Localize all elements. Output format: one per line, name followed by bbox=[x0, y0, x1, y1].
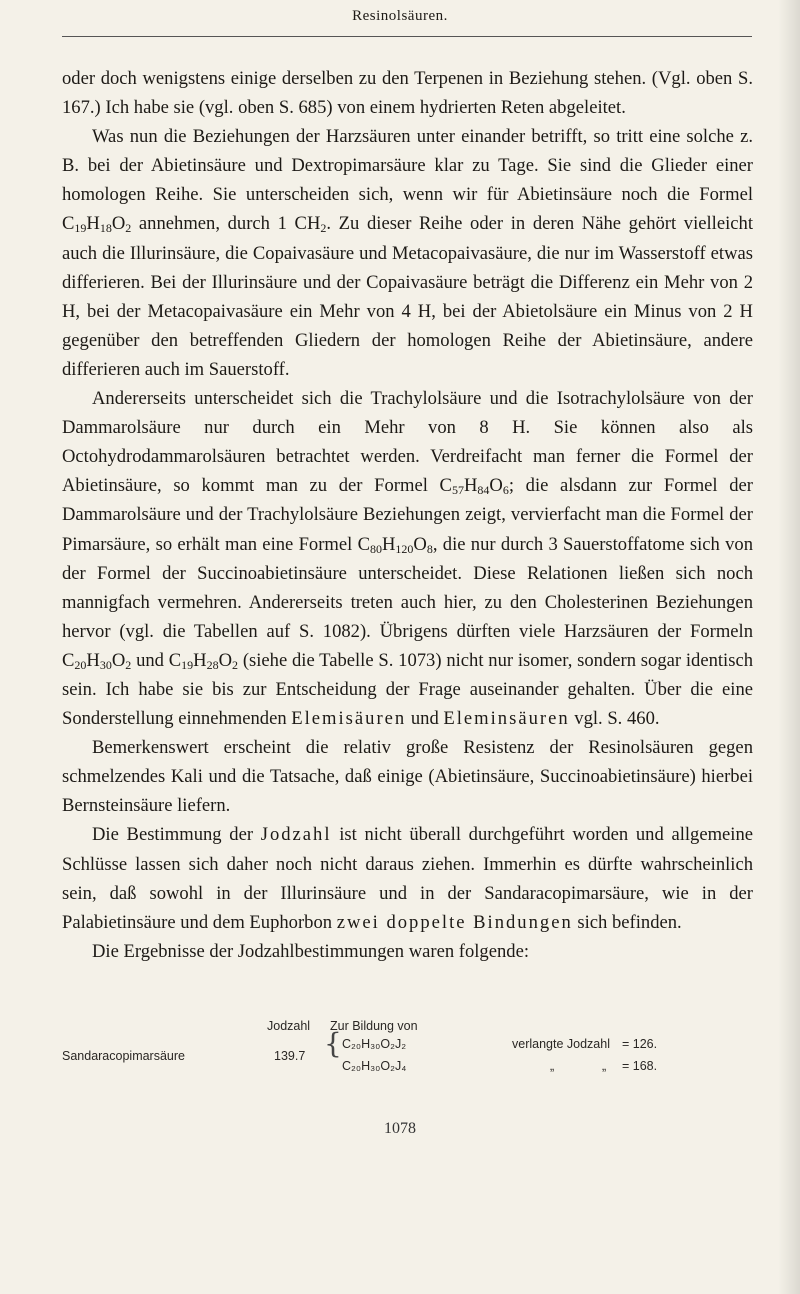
text-run: und bbox=[406, 708, 444, 730]
page-edge-shadow bbox=[778, 0, 800, 1294]
ditto-mark-1: „ bbox=[550, 1059, 555, 1073]
text-run: annehmen, durch 1 CH bbox=[131, 213, 321, 235]
iodine-value-table bbox=[62, 1015, 753, 1085]
text-run: ; die alsdann zur Formel der Dammarolsäure und der Trachylolsäure Beziehungen zeigt, vervierfacht man die Formel der Pimarsäure, so erhält man eine Formel C bbox=[62, 475, 754, 555]
text-run: Was nun die Beziehungen der Harzsäuren unter einander betrifft, so tritt eine solche z. B. bei der Abietinsäure und Dextropimarsäure klar zu Tage. Sie sind die Glieder einer homologen Reihe. Sie unterscheiden sich, wenn wir für Abietinsäure noch die Formel C bbox=[62, 126, 753, 235]
substance-name: Sandaracopimarsäure bbox=[62, 1049, 185, 1063]
text-run: Die Ergebnisse der Jodzahlbestimmungen waren folgende: bbox=[92, 940, 529, 962]
formula-subscript: 28 bbox=[206, 657, 219, 672]
page-number: 1078 bbox=[384, 1120, 416, 1137]
text-run: vgl. S. 460. bbox=[569, 708, 660, 730]
formula-subscript: 20 bbox=[74, 657, 87, 672]
formula-subscript: 6 bbox=[502, 483, 509, 498]
text-run: O bbox=[413, 533, 427, 555]
paragraph bbox=[62, 384, 753, 733]
text-run: O bbox=[111, 213, 126, 235]
jodzahl-value: 139.7 bbox=[274, 1049, 306, 1063]
ditto-mark-2: „ bbox=[602, 1059, 607, 1073]
text-run: H bbox=[86, 213, 100, 235]
text-run: oder doch wenigstens einige derselben zu den Terpenen in Beziehung stehen. (Vgl. oben S. 167.) Ich habe sie (vgl. oben S. 685) von einem hydrierten Reten abgeleitet. bbox=[62, 68, 753, 119]
text-run: Die Bestimmung der bbox=[92, 824, 261, 846]
text-run: Andererseits unterscheidet sich die Trachylolsäure und die Isotrachylolsäure von der Dammarolsäure nur durch ein Mehr von 8 H. Sie können also als Octohydrodammarolsäuren betrachtet werden. Verdreifacht man ferner die Formel der Abietinsäure, so kommt man zu der Formel C bbox=[62, 388, 753, 497]
text-run: H bbox=[463, 475, 478, 497]
paragraph bbox=[62, 937, 753, 966]
formula-tetraiodide: C₂₀H₃₀O₂J₄ bbox=[342, 1059, 407, 1073]
requirement-label: verlangte Jodzahl bbox=[512, 1037, 610, 1051]
table-header-jodzahl: Jodzahl bbox=[267, 1019, 311, 1033]
text-run: O bbox=[111, 649, 126, 671]
formula-diiodide: C₂₀H₃₀O₂J₂ bbox=[342, 1037, 407, 1051]
spaced-emphasis: Elemisäuren bbox=[291, 708, 407, 730]
text-run: H bbox=[86, 649, 100, 671]
formula-subscript: 2 bbox=[232, 657, 239, 672]
text-run: . Zu dieser Reihe oder in deren Nähe gehört vielleicht auch die Illurinsäure, die Copaivasäure und Metacopaivasäure, die nur im Wasserstoff etwas differieren. Bei der Illurinsäure und der Copaivasäure beträgt die Differenz ein Mehr von 2 H, bei der Metacopaivasäure ein Mehr von 4 H, bei der Abietolsäure ein Minus von 2 H gegenüber den betreffenden Gliedern der homologen Reihe der Abietinsäure, andere differieren auch im Sauerstoff. bbox=[62, 213, 753, 380]
formula-subscript: 2 bbox=[320, 221, 327, 236]
paragraph bbox=[62, 733, 753, 820]
text-run: und C bbox=[131, 649, 182, 671]
formula-subscript: 18 bbox=[99, 221, 112, 236]
paragraph bbox=[62, 820, 753, 936]
left-brace-icon: { bbox=[324, 1027, 342, 1060]
text-run: H bbox=[381, 533, 396, 555]
paragraph bbox=[62, 122, 753, 384]
formula-subscript: 57 bbox=[451, 483, 464, 498]
formula-subscript: 2 bbox=[125, 657, 132, 672]
spaced-emphasis: Eleminsäuren bbox=[443, 708, 570, 730]
required-value-2: = 168. bbox=[622, 1059, 658, 1073]
text-run: sich befinden. bbox=[572, 911, 682, 933]
spaced-emphasis: Jodzahl bbox=[260, 824, 332, 846]
text-run: Bemerkenswert erscheint die relativ große Resistenz der Resinolsäuren gegen schmelzendes Kali und die Tatsache, daß einige (Abietinsäure, Succinoabietinsäure) hierbei Bernsteinsäure liefern. bbox=[62, 737, 753, 817]
text-run: O bbox=[218, 649, 233, 671]
running-head: Resinolsäuren. bbox=[352, 8, 448, 24]
text-run: H bbox=[193, 649, 207, 671]
formula-subscript: 8 bbox=[426, 541, 433, 556]
text-run: ist nicht überall durchgeführt worden und allgemeine Schlüsse lassen sich daher noch nicht daraus ziehen. Immerhin es dürfte wahrscheinlich sein, daß sowohl in der Illurinsäure und in der Sandaracopimarsäure, wie in der Palabietinsäure und dem Euphorbon bbox=[62, 824, 754, 933]
formula-subscript: 19 bbox=[181, 657, 194, 672]
table-header-bildung: Zur Bildung von bbox=[330, 1019, 418, 1033]
formula-subscript: 120 bbox=[395, 541, 414, 556]
body-text bbox=[62, 64, 753, 966]
required-value-1: = 126. bbox=[622, 1037, 658, 1051]
formula-subscript: 80 bbox=[369, 541, 382, 556]
formula-subscript: 2 bbox=[125, 221, 132, 236]
formula-subscript: 19 bbox=[74, 221, 87, 236]
text-run: (siehe die Tabelle S. 1073) nicht nur isomer, sondern sogar identisch sein. Ich habe sie bis zur Entscheidung der Frage auseinander gehalten. Über die eine Sonderstellung einnehmenden bbox=[62, 649, 753, 730]
text-run: O bbox=[489, 475, 503, 497]
header-rule bbox=[62, 36, 752, 37]
formula-subscript: 30 bbox=[99, 657, 112, 672]
paragraph bbox=[62, 64, 753, 122]
text-run: , die nur durch 3 Sauerstoffatome sich von der Formel der Succinoabietinsäure unterscheidet. Diese Relationen ließen sich noch mannigfach vermehren. Andererseits treten auch hier, zu den Cholesterinen Beziehungen hervor (vgl. die Tabellen auf S. 1082). Übrigens dürften viele Harzsäuren der Formeln C bbox=[62, 533, 753, 671]
spaced-emphasis: zwei doppelte Bindungen bbox=[336, 911, 573, 933]
formula-subscript: 84 bbox=[477, 483, 490, 498]
